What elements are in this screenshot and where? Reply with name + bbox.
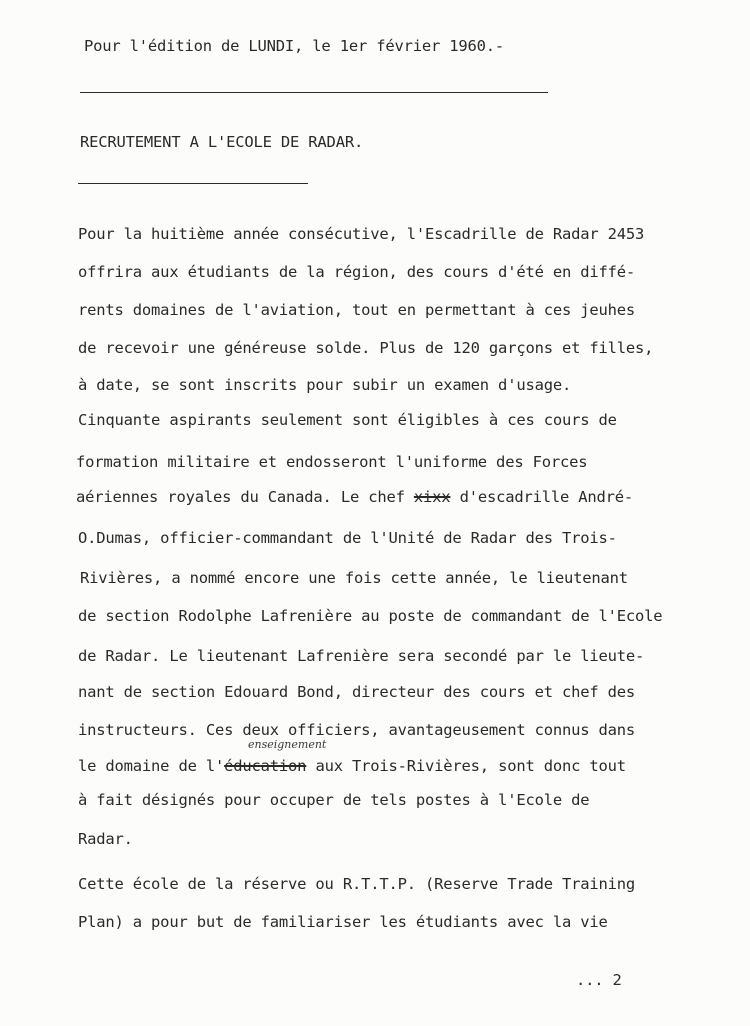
body-line-12: de Radar. Le lieutenant Lafrenière sera secondé par le lieute-: [78, 647, 645, 665]
page-continuation: ... 2: [576, 971, 622, 989]
body-line-1: Pour la huitième année consécutive, l'Escadrille de Radar 2453: [78, 225, 645, 243]
body-line-11: de section Rodolphe Lafrenière au poste de commandant de l'Ecole: [78, 607, 663, 625]
body-line-16: à fait désignés pour occuper de tels postes à l'Ecole de: [78, 791, 590, 809]
article-title: RECRUTEMENT A L'ECOLE DE RADAR.: [80, 133, 364, 151]
body-line-10: Rivières, a nommé encore une fois cette année, le lieutenant: [80, 569, 628, 587]
header-rule: [80, 92, 548, 93]
body-line-2: offrira aux étudiants de la région, des cours d'été en diffé-: [78, 263, 636, 281]
body-line-4: de recevoir une généreuse solde. Plus de 120 garçons et filles,: [78, 339, 654, 357]
body-line-13: nant de section Edouard Bond, directeur des cours et chef des: [78, 683, 636, 701]
title-rule: [78, 183, 308, 184]
body-line-3: rents domaines de l'aviation, tout en permettant à ces jeuhes: [78, 301, 636, 319]
body-line-17: Radar.: [78, 830, 133, 848]
handwritten-correction: enseignement: [248, 738, 327, 751]
body2-line-2: Plan) a pour but de familiariser les étudiants avec la vie: [78, 913, 608, 931]
body-line-14: instructeurs. Ces deux officiers, avantageusement connus dans: [78, 721, 636, 739]
body-line-7: formation militaire et endosseront l'uniforme des Forces: [76, 453, 588, 471]
body2-line-1: Cette école de la réserve ou R.T.T.P. (Reserve Trade Training: [78, 875, 636, 893]
body-line-6: Cinquante aspirants seulement sont éligibles à ces cours de: [78, 411, 617, 429]
body-line-8-end: d'escadrille André-: [459, 488, 634, 506]
body-line-9: O.Dumas, officier-commandant de l'Unité de Radar des Trois-: [78, 529, 617, 547]
body-line-5: à date, se sont inscrits pour subir un examen d'usage.: [78, 376, 572, 394]
body-line-15-start: le domaine de l': [78, 757, 225, 775]
body-line-8-start: aériennes royales du Canada. Le chef: [76, 488, 405, 506]
dateline: Pour l'édition de LUNDI, le 1er février 1960.-: [84, 37, 505, 55]
struck-word: xixx: [413, 488, 451, 506]
body-line-8: [76, 487, 633, 507]
struck-word-education: éducation: [224, 757, 307, 775]
body-line-15-end: aux Trois-Rivières, sont donc tout: [315, 757, 626, 775]
body-line-15: [78, 756, 626, 776]
